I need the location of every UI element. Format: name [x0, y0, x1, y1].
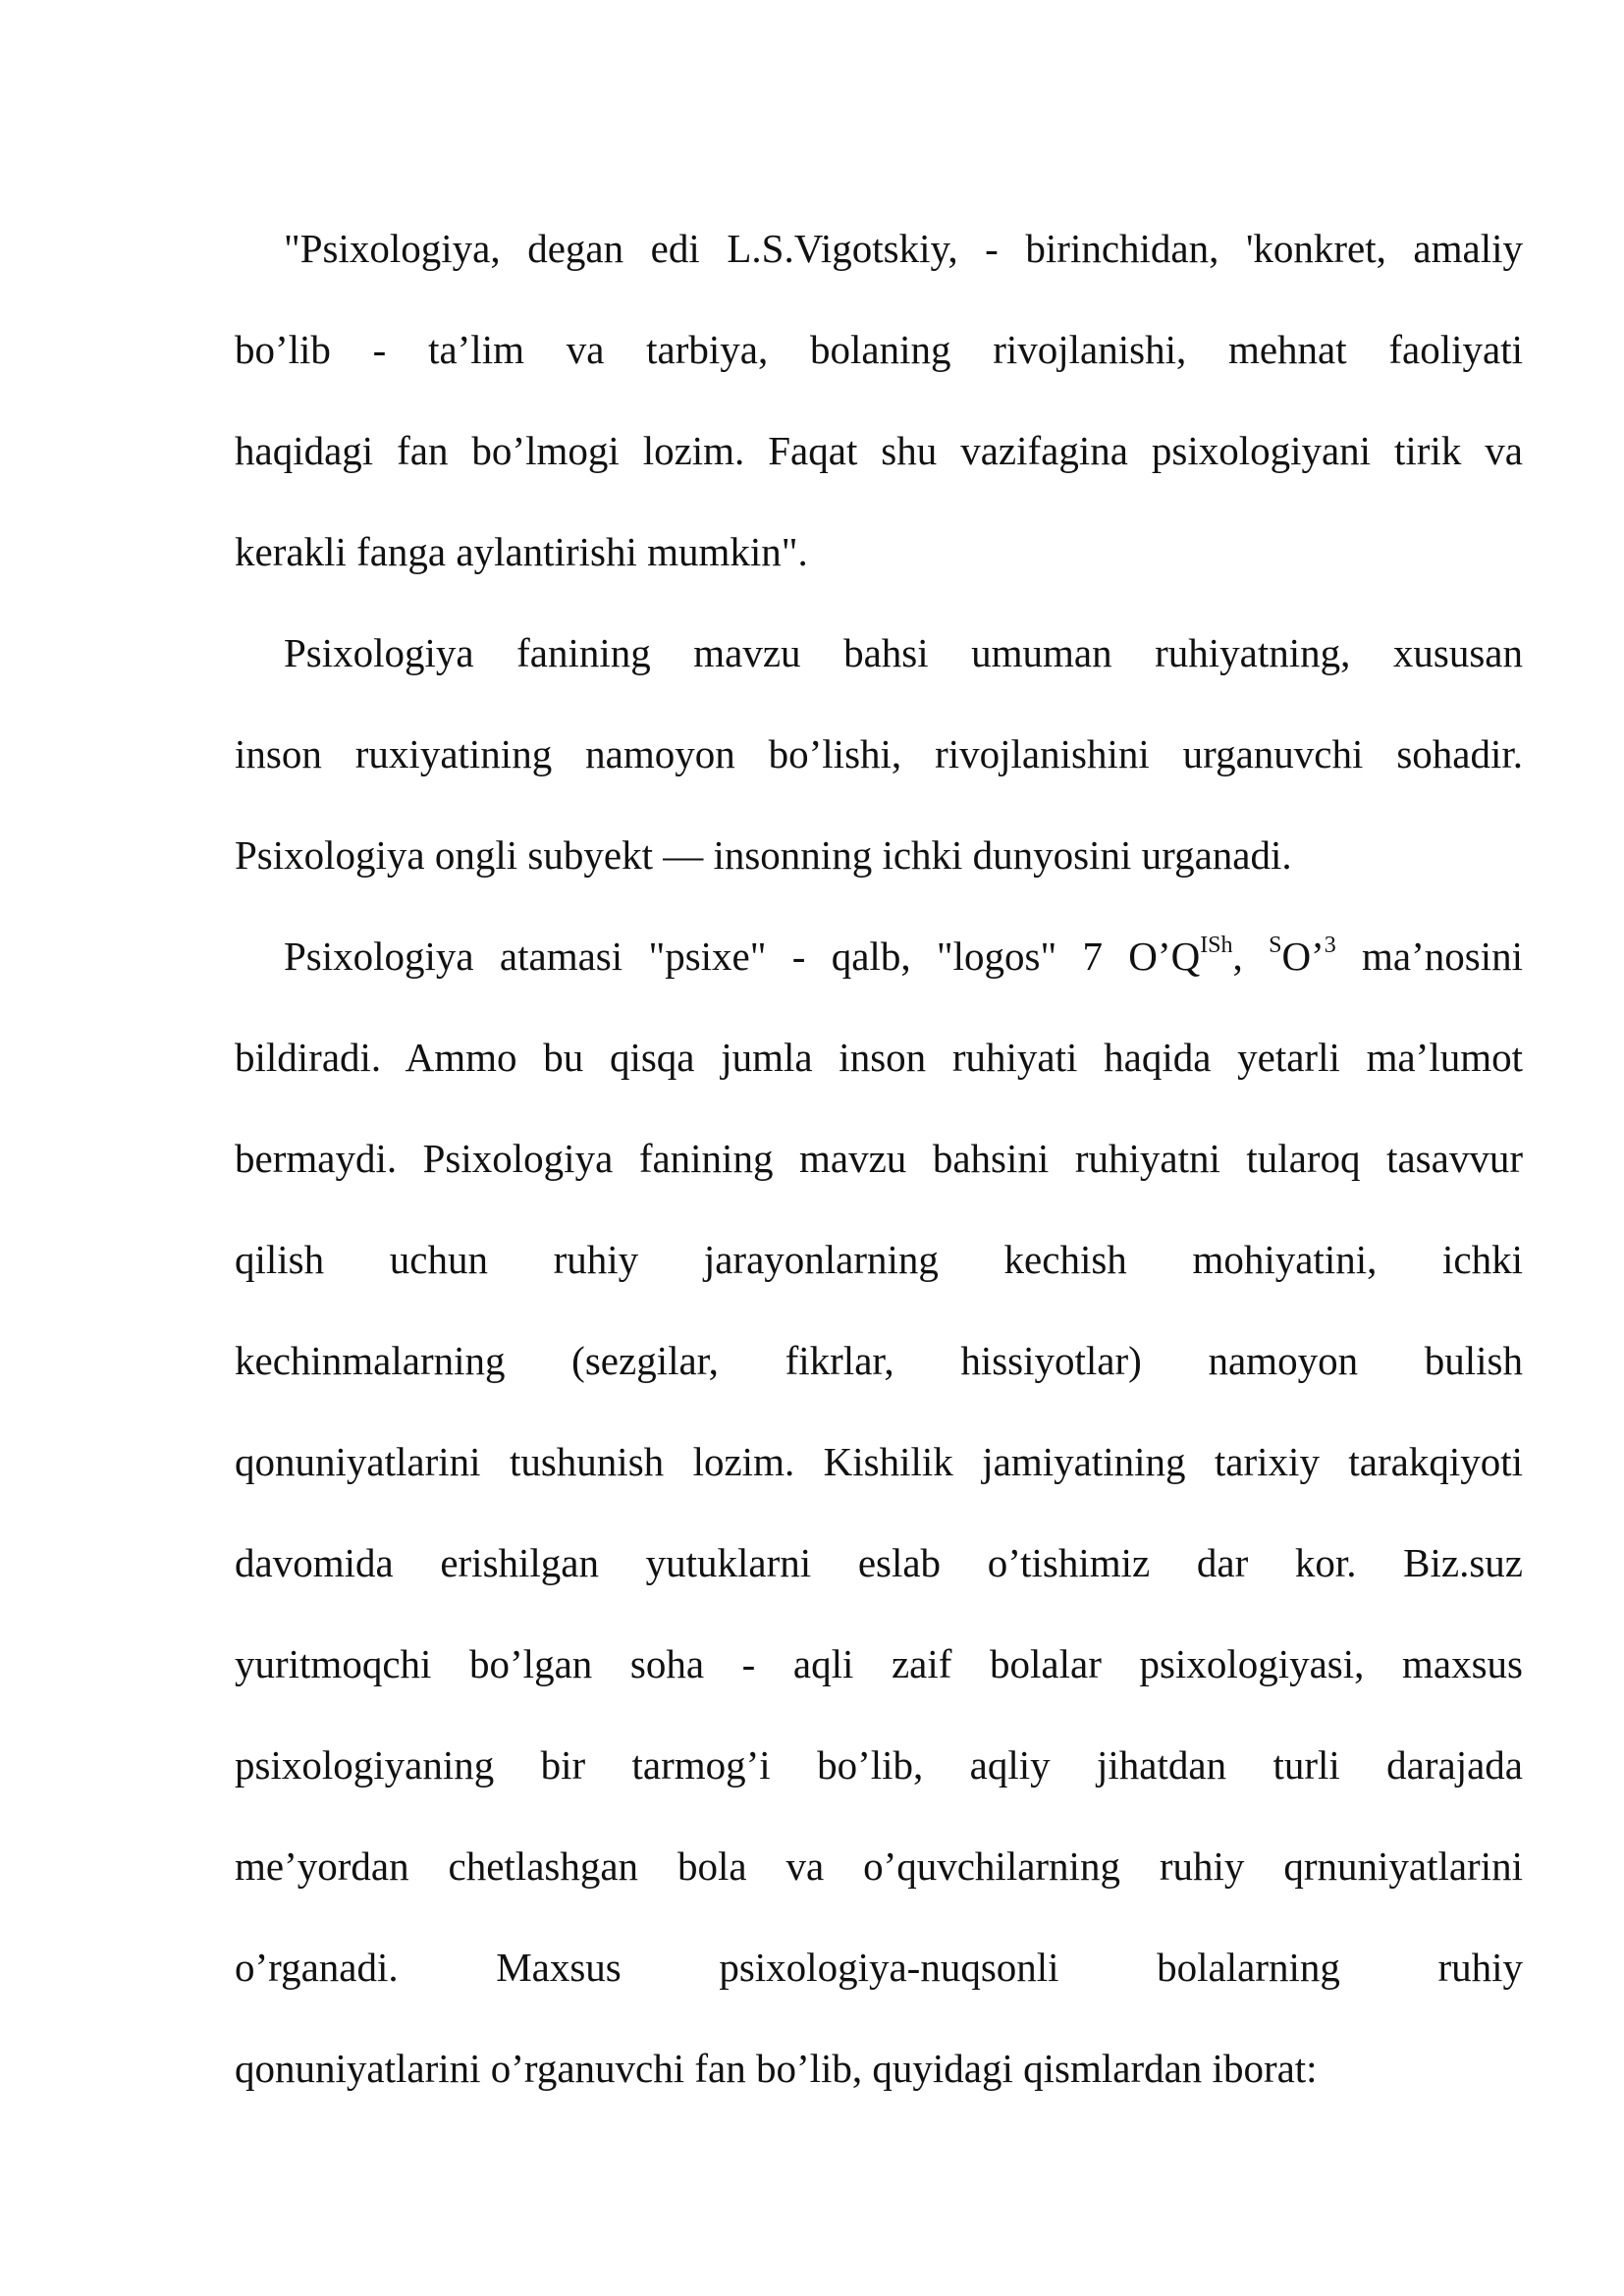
- text-line: qilish uchun ruhiy jarayonlarning kechish mohiyatini, ichki: [235, 1237, 1523, 1282]
- superscript: ISh: [1200, 933, 1233, 958]
- text-line: davomida erishilgan yutuklarni eslab o’tishimiz dar kor. Biz.suz: [235, 1540, 1523, 1585]
- text-line: Psixologiya fanining mavzu bahsi umuman ruhiyatning, xususan: [284, 630, 1523, 675]
- text-run: Psixologiya atamasi "psixe" - qalb, "logos" 7 O’Q: [284, 934, 1201, 979]
- text-run: ma’nosini: [1335, 934, 1524, 979]
- paragraph-3: [235, 906, 1523, 2119]
- text-run: O’: [1281, 934, 1325, 979]
- superscript: S: [1269, 933, 1282, 958]
- text-line: haqidagi fan bo’lmogi lozim. Faqat shu vazifagina psixologiyani tirik va: [235, 428, 1523, 473]
- text-line-with-superscripts: [235, 906, 1523, 1007]
- text-line: bildiradi. Ammo bu qisqa jumla inson ruhiyati haqida yetarli ma’lumot: [235, 1035, 1523, 1080]
- paragraph-2: [235, 603, 1523, 906]
- text-line: psixologiyaning bir tarmog’i bo’lib, aqliy jihatdan turli darajada: [235, 1742, 1523, 1788]
- text-line: qonuniyatlarini tushunish lozim. Kishilik jamiyatining tarixiy tarakqiyoti: [235, 1439, 1523, 1484]
- text-line: bermaydi. Psixologiya fanining mavzu bahsini ruhiyatni tularoq tasavvur: [235, 1136, 1523, 1181]
- text-line: Psixologiya ongli subyekt — insonning ichki dunyosini urganadi.: [235, 832, 1292, 878]
- paragraph-1: [235, 198, 1523, 603]
- text-line: bo’lib - ta’lim va tarbiya, bolaning rivojlanishi, mehnat faoliyati: [235, 327, 1523, 372]
- text-line: qonuniyatlarini o’rganuvchi fan bo’lib, quyidagi qismlardan iborat:: [235, 2046, 1318, 2091]
- text-run: ,: [1232, 934, 1270, 979]
- text-line: kechinmalarning (sezgilar, fikrlar, hissiyotlar) namoyon bulish: [235, 1338, 1523, 1383]
- text-line: "Psixologiya, degan edi L.S.Vigotskiy, - birinchidan, 'konkret, amaliy: [284, 226, 1523, 271]
- text-line: inson ruxiyatining namoyon bo’lishi, rivojlanishini urganuvchi sohadir.: [235, 731, 1523, 776]
- text-line: o’rganadi. Maxsus psixologiya-nuqsonli bolalarning ruhiy: [235, 1945, 1523, 1990]
- text-line: kerakli fanga aylantirishi mumkin".: [235, 529, 808, 574]
- superscript: 3: [1324, 933, 1336, 958]
- document-body: [235, 198, 1523, 2119]
- text-line: yuritmoqchi bo’lgan soha - aqli zaif bolalar psixologiyasi, maxsus: [235, 1641, 1523, 1686]
- text-line: me’yordan chetlashgan bola va o’quvchilarning ruhiy qrnuniyatlarini: [235, 1843, 1523, 1889]
